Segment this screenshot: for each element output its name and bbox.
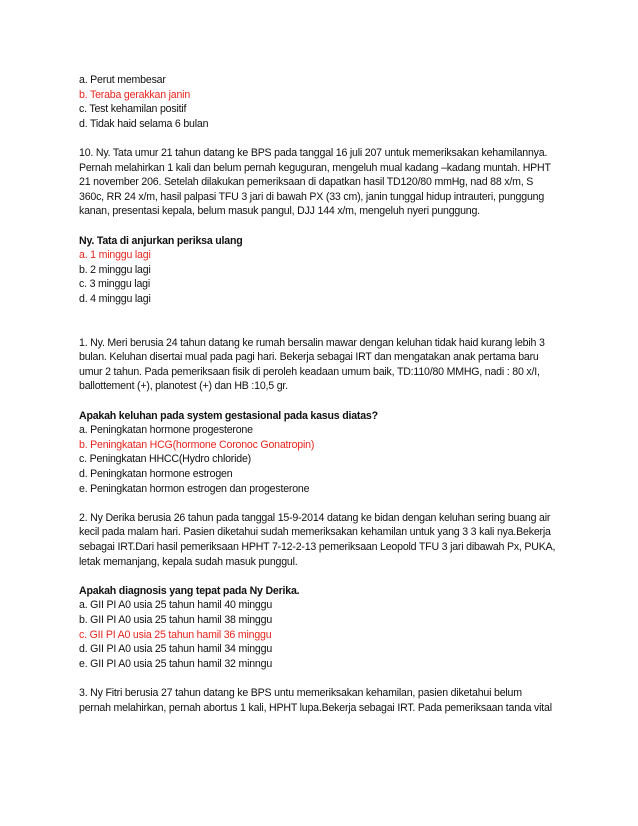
case-line: bulan. Keluhan disertai mual pada pagi hari. Bekerja sebagai IRT dan mengatakan anak pertama baru [79, 351, 539, 364]
option-b-answer: b. Teraba gerakkan janin [79, 88, 191, 101]
document-content [79, 73, 579, 715]
case-line: pernah melahirkan, pernah abortus 1 kali, HPHT lupa.Bekerja sebagai IRT. Pada pemeriksaan tanda vital [79, 701, 552, 714]
case-line: 21 november 206. Setelah dilakukan pemeriksaan di dapatkan hasil TD120/80 mmHg, nad 88 x/m, S [79, 176, 534, 189]
option-c: c. Peningkatan HHCC(Hydro chloride) [79, 453, 251, 466]
case-line: 10. Ny. Tata umur 21 tahun datang ke BPS pada tanggal 16 juli 207 untuk memeriksakan kehamilannya. [79, 146, 548, 159]
case-line: Pernah melahirkan 1 kali dan belum pernah keguguran, mengeluh mual kadang –kadang muntah. HPHT [79, 161, 551, 174]
question-1-prompt: Apakah keluhan pada system gestasional pada kasus diatas? [79, 409, 378, 422]
option-d: d. GII PI A0 usia 25 tahun hamil 34 minggu [79, 643, 273, 656]
case-line: letak memanjang, kepala sudah masuk punggul. [79, 555, 298, 568]
option-c: c. 3 minggu lagi [79, 278, 150, 291]
question-2-options [79, 598, 579, 671]
case-line: kecil pada malam hari. Pasien diketahui sudah memeriksakan kehamilan untuk yang 3 3 kali nya.Bekerja [79, 526, 551, 539]
option-e: e. Peningkatan hormon estrogen dan progesterone [79, 482, 310, 495]
option-a: a. GII PI A0 usia 25 tahun hamil 40 minggu [79, 599, 273, 612]
option-c: c. Test kehamilan positif [79, 103, 187, 116]
case-line: 2. Ny Derika berusia 26 tahun pada tanggal 15-9-2014 datang ke bidan dengan keluhan sering buang air [79, 511, 551, 524]
question-2-prompt: Apakah diagnosis yang tepat pada Ny Derika. [79, 584, 300, 597]
option-b: b. GII PI A0 usia 25 tahun hamil 38 minggu [79, 613, 273, 626]
prev-question-options [79, 73, 579, 131]
option-a: a. Perut membesar [79, 74, 166, 86]
option-d: d. 4 minggu lagi [79, 292, 151, 305]
option-a: a. Peningkatan hormone progesterone [79, 424, 253, 437]
option-e: e. GII PI A0 usia 25 tahun hamil 32 minngu [79, 657, 273, 670]
case-line: ballottement (+), planotest (+) dan HB :10,5 gr. [79, 380, 288, 393]
question-10-case [79, 146, 579, 219]
case-line: umur 2 tahun. Pada pemeriksaan fisik di peroleh keadaan umum baik, TD:110/80 MMHG, nadi : 80 x/I, [79, 365, 540, 378]
case-line: 1. Ny. Meri berusia 24 tahun datang ke rumah bersalin mawar dengan keluhan tidak haid kurang lebih 3 [79, 336, 545, 349]
question-1-case [79, 336, 579, 394]
case-line: kanan, presentasi kepala, belum masuk pangul, DJJ 144 x/m, mengeluh nyeri punggung. [79, 205, 480, 218]
case-line: sebagai IRT.Dari hasil pemeriksaan HPHT 7-12-2-13 pemeriksaan Leopold TFU 3 jari dibawah Px, PUKA, [79, 541, 556, 553]
question-2-case [79, 511, 579, 569]
option-c-answer: c. GII PI A0 usia 25 tahun hamil 36 minggu [79, 628, 272, 641]
option-b-answer: b. Peningkatan HCG(hormone Coronoc Gonatropin) [79, 438, 315, 451]
case-line: 3. Ny Fitri berusia 27 tahun datang ke BPS untu memeriksakan kehamilan, pasien diketahui belum [79, 686, 522, 699]
question-10-options [79, 248, 579, 306]
option-b: b. 2 minggu lagi [79, 263, 151, 276]
case-line: 360c, RR 24 x/m, hasil palpasi TFU 3 jari di bawah PX (33 cm), janin tunggal hidup intrauteri, punggung [79, 190, 545, 203]
option-a-answer: a. 1 minggu lagi [79, 249, 151, 262]
option-d: d. Peningkatan hormone estrogen [79, 468, 233, 481]
option-d: d. Tidak haid selama 6 bulan [79, 117, 209, 130]
question-3-case [79, 686, 579, 715]
question-1-options [79, 423, 579, 496]
question-10-prompt: Ny. Tata di anjurkan periksa ulang [79, 234, 243, 247]
